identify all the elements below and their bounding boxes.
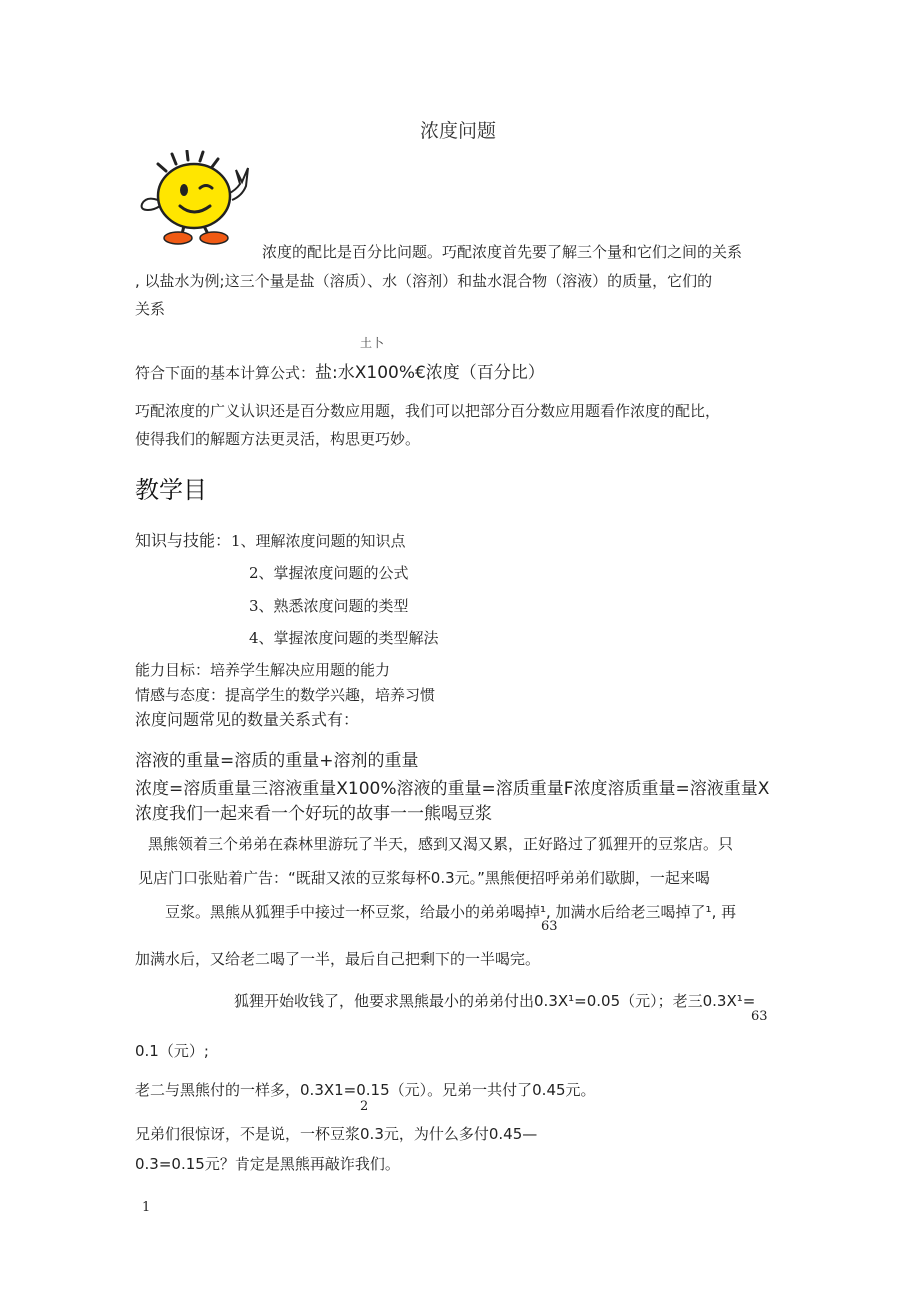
intro-line-2: , 以盐水为例;这三个量是盐（溶质）、水（溶剂）和盐水混合物（溶液）的质量，它们的 — [135, 272, 713, 290]
story-line-7-denominator: 2 — [360, 1099, 369, 1114]
relations-line-2: 浓度=溶质重量三溶液重量X100%溶液的重量=溶质重量F浓度溶质重量=溶液重量X — [135, 779, 770, 799]
knowledge-item-4: 4、掌握浓度问题的类型解法 — [249, 629, 439, 647]
story-line-3-denominators: 63 — [541, 919, 558, 934]
relations-intro: 浓度问题常见的数量关系式有： — [135, 710, 360, 729]
story-line-9: 0.3=0.15元？肯定是黑熊再敲诈我们。 — [135, 1155, 400, 1173]
story-line-6: 0.1（元）; — [135, 1042, 209, 1060]
knowledge-line — [135, 528, 406, 551]
story-line-4: 加满水后，又给老二喝了一半，最后自己把剩下的一半喝完。 — [135, 950, 541, 968]
formula-line — [135, 358, 545, 383]
relations-line-3: 浓度我们一起来看一个好玩的故事一一熊喝豆浆 — [135, 804, 492, 824]
formula-text: 盐:水X100%€浓度（百分比） — [315, 363, 545, 383]
story-line-3: 豆浆。黑熊从狐狸手中接过一杯豆浆，给最小的弟弟喝掉¹, 加满水后给老三喝掉了¹, 再 — [165, 903, 737, 921]
section-heading: 教学目 — [135, 476, 207, 504]
story-line-5: 狐狸开始收钱了，他要求黑熊最小的弟弟付出0.3X¹=0.05（元）；老三0.3X¹= — [234, 992, 756, 1010]
page-title: 浓度问题 — [420, 120, 497, 142]
knowledge-item-1: 1、理解浓度问题的知识点 — [231, 532, 406, 550]
knowledge-item-3: 3、熟悉浓度问题的类型 — [249, 597, 409, 615]
broad-line-1: 巧配浓度的广义认识还是百分数应用题，我们可以把部分百分数应用题看作浓度的配比， — [135, 402, 721, 420]
story-line-8: 兄弟们很惊讶，不是说，一杯豆浆0.3元，为什么多付0.45— — [135, 1125, 538, 1143]
story-line-5-denominator: 63 — [751, 1009, 768, 1024]
story-line-1: 黑熊领着三个弟弟在森林里游玩了半天，感到又渴又累，正好路过了狐狸开的豆浆店。只 — [148, 835, 734, 853]
emotion-goal: 情感与态度：提高学生的数学兴趣，培养习惯 — [135, 686, 436, 704]
formula-note: 土卜 — [360, 336, 385, 350]
story-line-7: 老二与黑熊付的一样多，0.3X1=0.15（元）。兄弟一共付了0.45元。 — [135, 1081, 596, 1099]
relations-line-1: 溶液的重量=溶质的重量+溶剂的重量 — [135, 751, 419, 771]
formula-prefix: 符合下面的基本计算公式： — [135, 364, 316, 382]
intro-line-3: 关系 — [135, 300, 166, 318]
page-number: 1 — [142, 1200, 151, 1215]
knowledge-label: 知识与技能： — [135, 531, 232, 550]
smiley-mascot-image — [136, 150, 256, 246]
story-line-2: 见店门口张贴着广告：“既甜又浓的豆浆每杯0.3元。”黑熊便招呼弟弟们歇脚，一起来喝 — [138, 869, 710, 887]
knowledge-item-2: 2、掌握浓度问题的公式 — [249, 564, 409, 582]
intro-line-1: 浓度的配比是百分比问题。巧配浓度首先要了解三个量和它们之间的关系 — [262, 243, 743, 261]
broad-line-2: 使得我们的解题方法更灵活，构思更巧妙。 — [135, 430, 421, 448]
ability-goal: 能力目标：培养学生解决应用题的能力 — [135, 661, 391, 679]
